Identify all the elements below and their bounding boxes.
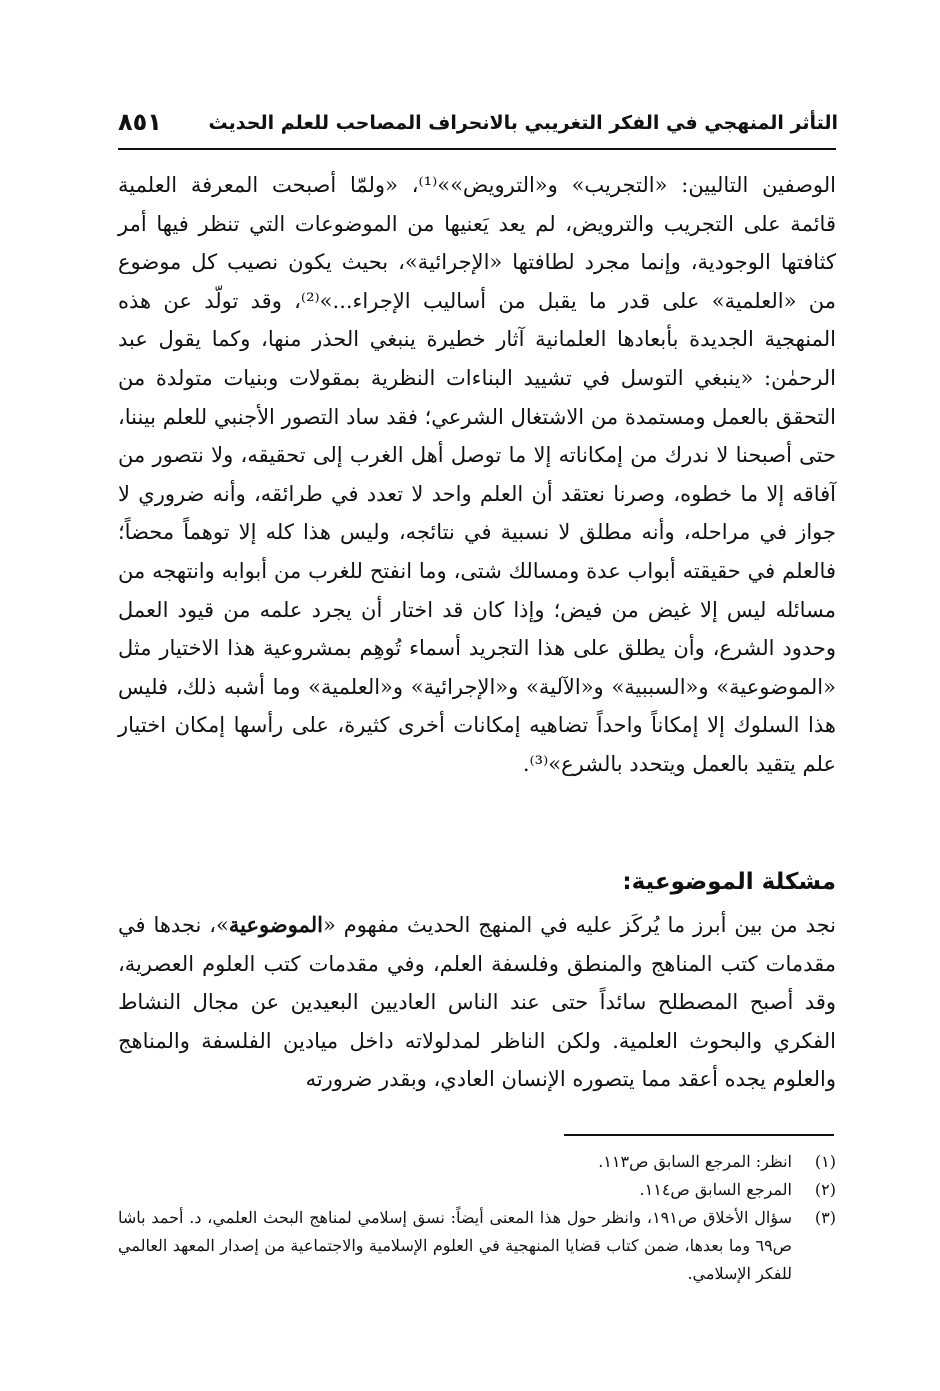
footnote-text: انظر: المرجع السابق ص١١٣.	[598, 1152, 792, 1171]
footnote-item	[118, 1204, 836, 1288]
footnote-item	[118, 1176, 836, 1204]
section-text-before: نجد من بين أبرز ما يُركَز عليه في المنهج الحديث مفهوم «	[322, 913, 836, 937]
page-number: ٨٥١	[118, 108, 162, 136]
footnote-number: (٢)	[814, 1180, 836, 1199]
footnotes	[118, 1148, 836, 1288]
footnote-item	[118, 1148, 836, 1176]
section-text-after: »، نجدها في مقدمات كتب المناهج والمنطق وفلسفة العلم، وفي مقدمات كتب العلوم العصرية، وقد أصبح المصطلح سائداً حتى عند الناس العاديين البعيدين عن مجال النشاط الفكري والبحوث العلمية. ولكن الناظر لمدلولاته داخل ميادين الفلسفة والمناهج والعلوم يجده أعقد مما يتصوره الإنسان العادي، وبقدر ضرورته	[118, 913, 836, 1091]
running-title: التأثر المنهجي في الفكر التغريبي بالانحراف المصاحب للعلم الحديث	[208, 112, 838, 134]
header-rule	[118, 148, 836, 150]
page-header	[118, 104, 838, 144]
main-text	[118, 166, 836, 784]
footnote-rule	[564, 1134, 834, 1136]
footnote-number: (٣)	[814, 1208, 836, 1227]
section-paragraph	[118, 906, 836, 1099]
footnote-number: (١)	[814, 1152, 836, 1171]
footnote-text: سؤال الأخلاق ص١٩١، وانظر حول هذا المعنى أيضاً: نسق إسلامي لمناهج البحث العلمي، د. أحمد باشا ص٦٩ وما بعدها، ضمن كتاب قضايا المنهجية في العلوم الإسلامية والاجتماعية من إصدار المعهد العالمي للفكر الإسلامي.	[118, 1208, 792, 1283]
footnote-text: المرجع السابق ص١١٤.	[639, 1180, 792, 1199]
section-term: الموضوعية	[228, 912, 323, 937]
body-paragraph: الوصفين التاليين: «التجريب» و«الترويض»»⁽¹⁾، «ولمّا أصبحت المعرفة العلمية قائمة على التجريب والترويض، لم يعد يَعنيها من الموضوعات التي تنظر فيها أمر كثافتها الوجودية، وإنما مجرد لطافتها «الإجرائية»، بحيث يكون نصيب كل موضوع من «العلمية» على قدر ما يقبل من أساليب الإجراء...»⁽²⁾، وقد تولّد عن هذه المنهجية الجديدة بأبعادها العلمانية آثار خطيرة ينبغي الحذر منها، وكما يقول عبد الرحمٰن: «ينبغي التوسل في تشييد البناءات النظرية بمقولات وبنيات متولدة من التحقق بالعمل ومستمدة من الاشتغال الشرعي؛ فقد ساد التصور الأجنبي للعلم بيننا، حتى أصبحنا لا ندرك من إمكاناته إلا ما توصل أهل الغرب إلى تحقيقه، ولا نتصور من آفاقه إلا ما خطوه، وصرنا نعتقد أن العلم واحد لا تعدد في طرائقه، وأنه ضروري لا جواز في مراحله، وأنه مطلق لا نسبية في نتائجه، وليس هذا كله إلا توهماً محضاً؛ فالعلم في حقيقته أبواب عدة ومسالك شتى، وما انفتح للغرب من أبوابه وانتهجه من مسائله ليس إلا غيض من فيض؛ وإذا كان قد اختار أن يجرد علمه من قيود العمل وحدود الشرع، وأن يطلق على هذا التجريد أسماء تُوهِم بمشروعية هذا الاختيار مثل «الموضوعية» و«السببية» و«الآلية» و«الإجرائية» و«العلمية» وما أشبه ذلك، فليس هذا السلوك إلا إمكاناً واحداً تضاهيه إمكانات أخرى كثيرة، على رأسها إمكان اختيار علم يتقيد بالعمل ويتحدد بالشرع»⁽³⁾.	[118, 173, 837, 776]
section-heading: مشكلة الموضوعية:	[622, 869, 836, 895]
